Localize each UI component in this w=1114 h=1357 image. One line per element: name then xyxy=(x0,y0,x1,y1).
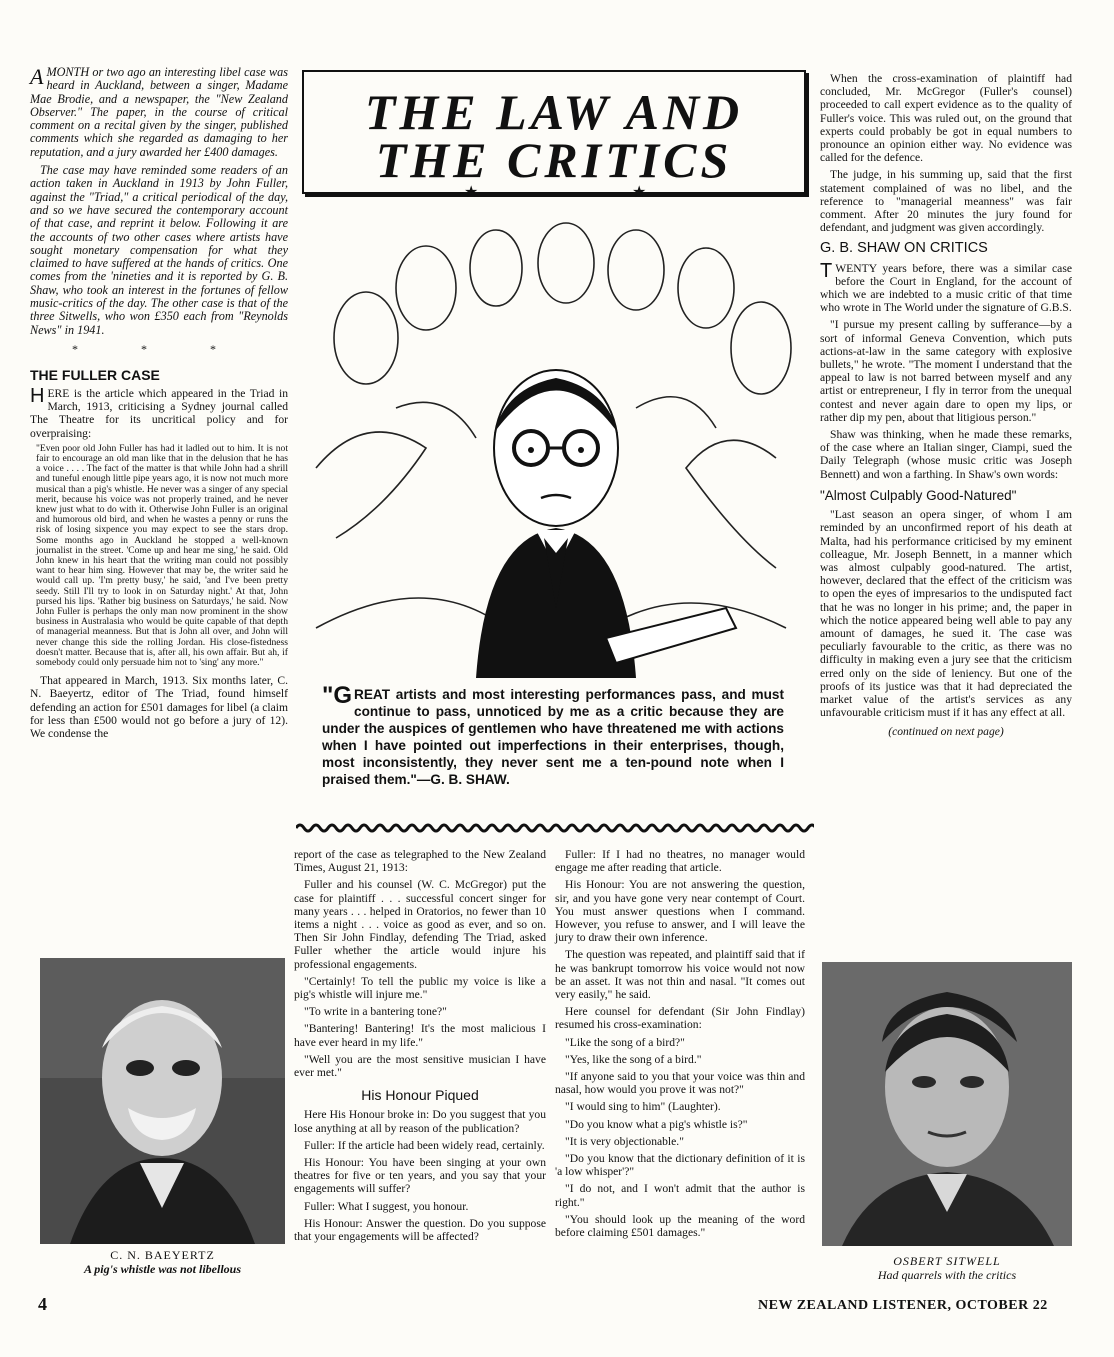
quote-text: REAT artists and most interesting performances pass, and must continue to pass, unnoticed by me as a critic because they are under the auspices of gentlemen who have threatened me with actions when I have pointed out imperfections in their enterprises, though, most inconsistently, they never sent me a ten-pound note when I praised them."—G. B. SHAW. xyxy=(322,687,784,787)
star-icon: ★ xyxy=(464,184,479,201)
intro-paragraph: MONTH or two ago an interesting libel case was heard in Auckland, between a singer, Madame Mae Brodie, and a newspaper, the "New Zealand Observer." The paper, in the course of critical comment on a recital given by the singer, published comments which she regarded as damaging to her reputation, and a jury awarded her £400 damages. xyxy=(30,65,288,159)
article-paragraph: His Honour: You have been singing at your own theatres for five or ten years, and you say that your engagements will suffer? xyxy=(294,1156,546,1196)
page-number: 4 xyxy=(38,1294,47,1314)
article-paragraph: Here counsel for defendant (Sir John Findlay) resumed his cross-examination: xyxy=(555,1005,805,1032)
article-paragraph: Fuller: If the article had been widely read, certainly. xyxy=(304,1138,545,1152)
drop-cap: T xyxy=(820,259,833,282)
article-paragraph: "Certainly! To tell the public my voice is like a pig's whistle will injure me." xyxy=(294,974,546,1002)
middle-column-2 xyxy=(555,848,805,1243)
article-paragraph: His Honour: Answer the question. Do you suppose that your engagements will be affected? xyxy=(294,1216,546,1244)
article-paragraph: His Honour: You are not answering the question, sir, and you have gone very near contempt of Court. You must answer questions when I command. However, you refuse to answer, and I will leave the jury to draw their own inference. xyxy=(555,878,805,945)
shaw-critics-heading: G. B. SHAW ON CRITICS xyxy=(820,240,988,257)
article-paragraph: "It is very objectionable." xyxy=(565,1134,684,1148)
article-paragraph: "Last season an opera singer, of whom I am reminded by an unconfirmed report of his death at Malta, had his performance criticised by my eminent colleague, Mr. Joseph Bennett, in a manner which was almost culpably good-natured. The artist, however, declared that the effect of the criticism was to open the eyes of impresarios to the undisputed fact that he was no longer in his prime; and, the paper in which the notice appeared being well able to pay any amount of damages, he sued it. The case was peculiarly favourable to the critic, as there was no difficulty in making even a jury see that the criticism erred only on the side of leniency. But one of the proofs of its justice was that it had depreciated the market value of the artist's services as any unfavourable criticism must if it has any effect at all. xyxy=(820,508,1072,720)
separator-stars: * * * xyxy=(72,341,246,356)
article-paragraph: The judge, in his summing up, said that the first statement complained of was no libel, and the reference to "managerial meanness" was fair comment. After 20 minutes the jury found for defendant, and judgment was given accordingly. xyxy=(820,168,1072,235)
continued-note: (continued on next page) xyxy=(888,725,1004,739)
article-paragraph: "To write in a bantering tone?" xyxy=(304,1005,447,1019)
article-paragraph: WENTY years before, there was a similar case before the Court in England, for the account of which we are indebted to a music critic of that time who wrote in The World under the signature of G.B.S. xyxy=(820,261,1072,315)
intro-text xyxy=(30,66,288,337)
fuller-text xyxy=(30,384,288,440)
article-paragraph: Fuller and his counsel (W. C. McGregor) put the case for plaintiff . . . successful concert singer for many years . . . helped in Oratorios, no fewer than 10 items a night . . . voice as good as ever, and so on. Then Sir John Findlay, defending The Triad, asked Fuller whether the article would injure his professional engagements. xyxy=(294,878,546,971)
article-paragraph: "Do you know that the dictionary definition of it is 'a low whisper'?" xyxy=(555,1152,805,1179)
caption-sitwell xyxy=(822,1254,1072,1282)
portrait-illustration xyxy=(822,962,1072,1246)
article-paragraph: "Bantering! Bantering! It's the most malicious I have ever heard in my life." xyxy=(294,1022,546,1049)
fuller-case-heading: THE FULLER CASE xyxy=(30,366,160,383)
caption-name: C. N. BAEYERTZ xyxy=(110,1248,215,1262)
article-paragraph: Here His Honour broke in: Do you suggest that you lose anything at all by reason of the publication? xyxy=(294,1108,546,1135)
drop-cap: H xyxy=(30,384,45,407)
middle-column-1 xyxy=(294,848,546,1247)
drop-cap: A xyxy=(30,64,44,89)
right-column xyxy=(820,72,1072,739)
caricature-illustration xyxy=(306,208,806,678)
fuller-text-continued xyxy=(30,674,288,740)
caption-name: OSBERT SITWELL xyxy=(893,1254,1001,1268)
quote-opening: "G xyxy=(322,682,353,709)
wavy-divider xyxy=(296,822,814,834)
honour-piqued-heading: His Honour Piqued xyxy=(361,1087,479,1104)
portrait-illustration xyxy=(40,958,285,1244)
publication-footer: NEW ZEALAND LISTENER, OCTOBER 22 xyxy=(758,1298,1048,1313)
article-paragraph: "Well you are the most sensitive musician I have ever met." xyxy=(294,1052,546,1080)
article-paragraph: "Do you know what a pig's whistle is?" xyxy=(565,1117,748,1131)
article-paragraph: ERE is the article which appeared in the Triad in March, 1913, criticising a Sydney journal called The Theatre for its uncritical policy and for overpraising: xyxy=(30,386,288,440)
caption-baeyertz xyxy=(40,1248,285,1276)
left-column xyxy=(30,66,288,744)
article-paragraph: "Like the song of a bird?" xyxy=(565,1035,685,1049)
article-paragraph: "If anyone said to you that your voice was thin and nasal, how would you prove it was not?" xyxy=(555,1070,805,1097)
article-paragraph: That appeared in March, 1913. Six months later, C. N. Baeyertz, editor of The Triad, found himself defending an action for £501 damages for libel (a claim for less than £500 would not go before a jury of 12). We condense the xyxy=(30,674,288,741)
good-natured-heading: "Almost Culpably Good-Natured" xyxy=(820,487,1017,503)
title-box xyxy=(302,70,806,194)
article-paragraph: Shaw was thinking, when he made these remarks, of the case where an Italian singer, Ciampi, sued the Daily Telegraph (whose music critic was Joseph Bennett) and won a farthing. In Shaw's own words: xyxy=(820,428,1072,481)
article-paragraph: "I would sing to him" (Laughter). xyxy=(565,1100,721,1114)
article-paragraph: "I pursue my present calling by sufferance—by a sort of informal Geneva Convention, which puts actions-at-law in the same category with explosive bullets," he wrote. "The moment I understand that the appeal to law is not barred between myself and any artist or entrepreneur, I fly in terror from the unequal contest and never again dare to open my lips, or rather dip my pen, about that litigious person." xyxy=(820,318,1072,424)
page-title: THE CRITICS xyxy=(375,132,733,188)
article-paragraph: Fuller: What I suggest, you honour. xyxy=(304,1199,469,1213)
page-title: THE LAW AND xyxy=(364,84,744,140)
caption-text: A pig's whistle was not libellous xyxy=(83,1262,242,1276)
article-paragraph: When the cross-examination of plaintiff had concluded, Mr. McGregor (Fuller's counsel) proceeded to call expert evidence as to the quality of Fuller's voice. This was ruled out, on the ground that experts could probably be got in equal numbers to pronounce an opinion either way. No evidence was called for the defence. xyxy=(820,72,1072,165)
article-paragraph: Fuller: If I had no theatres, no manager would engage me after reading that article. xyxy=(555,848,805,875)
critics-drawing xyxy=(306,208,806,678)
article-paragraph: "Yes, like the song of a bird." xyxy=(565,1052,702,1066)
article-paragraph: "I do not, and I won't admit that the author is right." xyxy=(555,1182,805,1209)
article-paragraph: The question was repeated, and plaintiff said that if he was bankrupt tomorrow his voice would not now be an asset. It was not thin and nasal. "It comes out very easily," he said. xyxy=(555,948,805,1002)
article-paragraph: "You should look up the meaning of the word before claiming £501 damages." xyxy=(555,1212,805,1240)
star-icon: ★ xyxy=(632,184,647,201)
intro-paragraph: The case may have reminded some readers of an action taken in Auckland in 1913 by John Fuller, against the "Triad," a critical periodical of the day, and so we have secured the contemporary account of that case, and reprint it below. Following it are the accounts of two other cases where artists have sought monetary compensation for what they claimed to have suffered at the hands of critics. One comes from the 'nineties and it is reported by G. B. Shaw, who took an interest in the fortunes of fellow music-critics of the day. The other case is that of the three Sitwells, who won £350 each from "Reynolds News" in 1941. xyxy=(30,163,288,337)
caption-text: Had quarrels with the critics xyxy=(877,1268,1017,1282)
photo-baeyertz xyxy=(40,958,285,1244)
article-paragraph: report of the case as telegraphed to the New Zealand Times, August 21, 1913: xyxy=(294,848,546,875)
quoted-article: "Even poor old John Fuller has had it ladled out to him. It is not fair to encourage an old man like that in the delusion that he has a voice . . . . The fact of the matter is that while John had a shrill and tuneful enough little pipe years ago, it is now not much more musical than a pig's whistle. He never was a singer of any special merit, because his voice was not properly trained, and he never knew just what to do with it. Otherwise John Fuller is an original and humorous old bird, and when he wastes a penny or runs the risk of losing sixpence you may expect to see the stars drop. Some months ago in Auckland he stopped a well-known journalist in the street. 'Come up and hear me sing,' he said. Old John knew in his heart that the writing man could not possibly want to hear him sing. However that may be, the writer said he would call up. 'I'm pretty busy,' he said, 'and I've been pretty seedy. Still I'll try to look in on Saturday night.' At that, John pursed his lips. 'Rather big business on Saturdays,' he said. Now John Fuller is perhaps the only man now prominent in the show business in Australasia who would be quite capable of that depth of managerial meanness. But that is John all over, and John will never change this side the rolling Jordan. His close-fistedness doesn't matter. Because that is, after all, his own affair. But ah, if somebody could only persuade him not to 'sing' any more." xyxy=(36,442,288,669)
photo-sitwell xyxy=(822,962,1072,1246)
shaw-quote xyxy=(322,682,784,788)
